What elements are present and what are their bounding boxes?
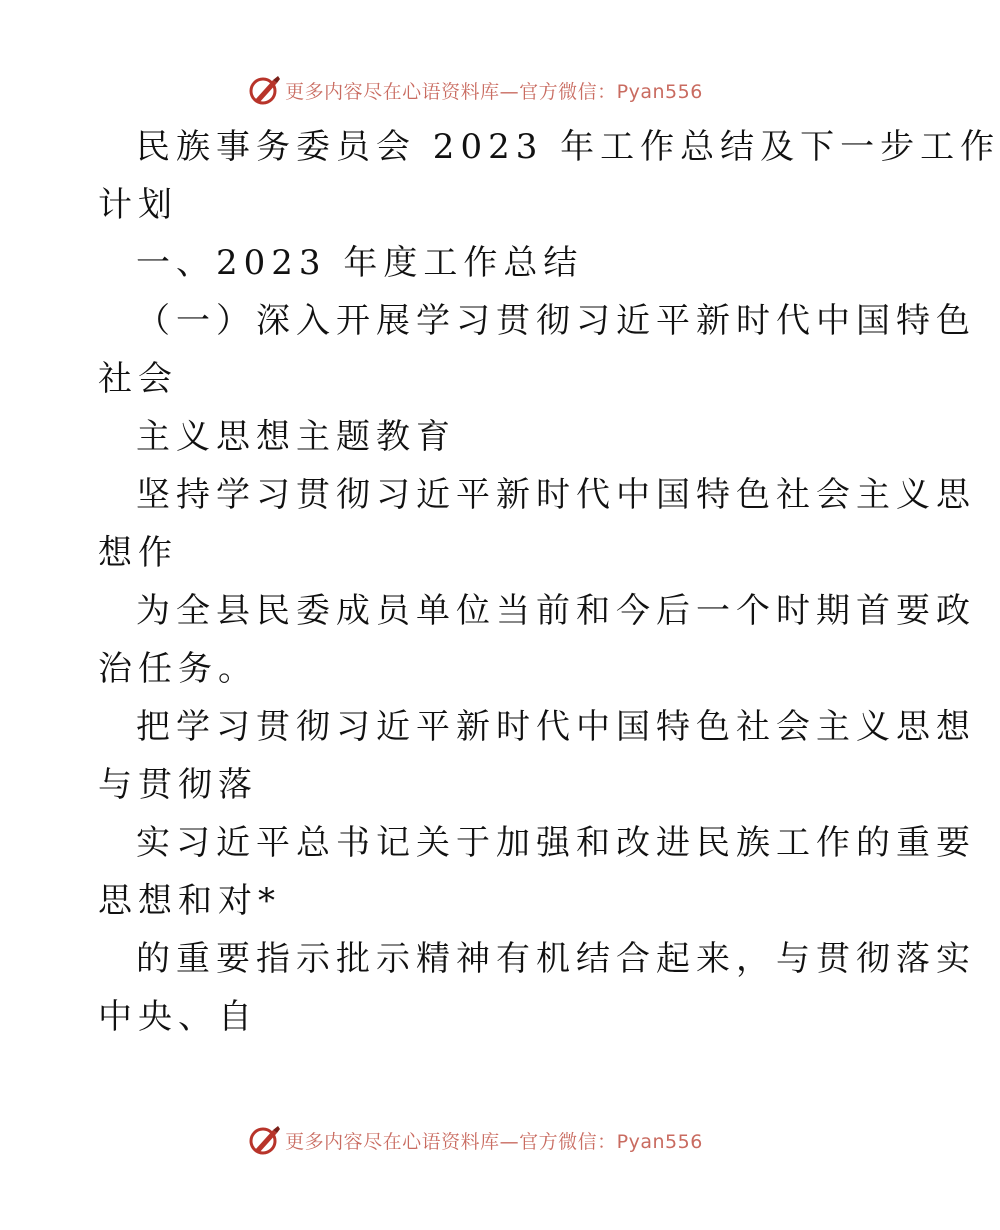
pen-logo-icon <box>247 72 283 108</box>
document-line: 计划 <box>98 185 178 225</box>
document-line: 思想和对* <box>98 881 281 921</box>
document-line: 民族事务委员会 2023 年工作总结及下一步工作 <box>136 127 1000 167</box>
document-line: 治任务。 <box>98 649 258 689</box>
pen-logo-icon <box>247 1122 283 1158</box>
document-line: 与贯彻落 <box>98 765 258 805</box>
document-line: 实习近平总书记关于加强和改进民族工作的重要 <box>136 823 976 863</box>
document-line: 为全县民委成员单位当前和今后一个时期首要政 <box>136 591 976 631</box>
footer-watermark-banner <box>0 1120 950 1160</box>
header-watermark-text: 更多内容尽在心语资料库—官方微信：Pyan556 <box>285 80 703 103</box>
document-line: 主义思想主题教育 <box>136 417 456 457</box>
document-line: 一、2023 年度工作总结 <box>136 243 584 283</box>
footer-watermark-text: 更多内容尽在心语资料库—官方微信：Pyan556 <box>285 1130 703 1153</box>
document-body <box>98 118 1000 1046</box>
document-line: 中央、自 <box>98 997 258 1037</box>
document-line: 社会 <box>98 359 178 399</box>
document-line: （一）深入开展学习贯彻习近平新时代中国特色 <box>136 301 976 341</box>
document-line: 的重要指示批示精神有机结合起来，与贯彻落实 <box>136 939 976 979</box>
header-watermark-banner <box>0 70 950 110</box>
document-line: 想作 <box>98 533 178 573</box>
document-line: 把学习贯彻习近平新时代中国特色社会主义思想 <box>136 707 976 747</box>
document-line: 坚持学习贯彻习近平新时代中国特色社会主义思 <box>136 475 976 515</box>
